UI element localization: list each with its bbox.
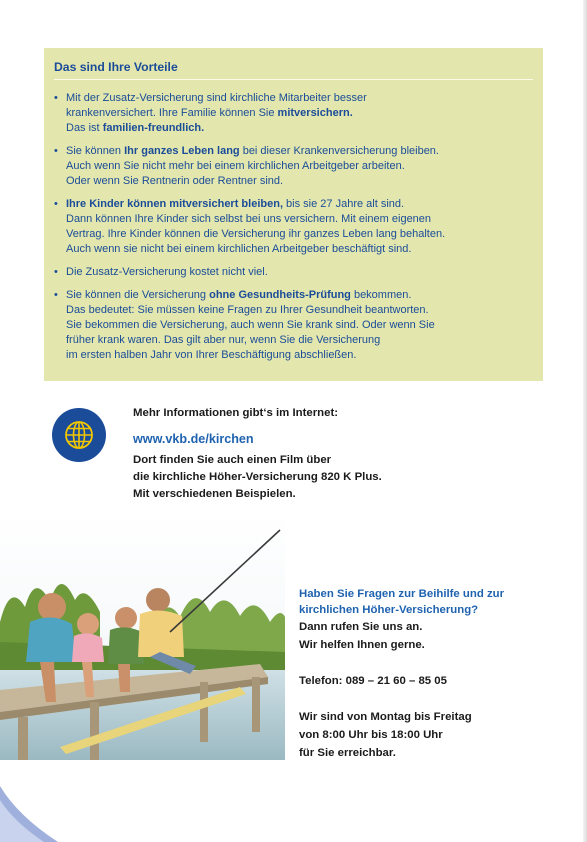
benefit-text: Sie bekommen die Versicherung, auch wenn Sie krank sind. Oder wenn Sie: [66, 319, 435, 331]
benefit-emphasis: familien-freundlich.: [102, 122, 205, 134]
benefit-text: im ersten halben Jahr von Ihrer Beschäftigung abschließen.: [66, 349, 357, 361]
page-edge: [583, 0, 587, 842]
contact-hours: Wir sind von Montag bis Freitag von 8:00 Uhr bis 18:00 Uhr für Sie erreichbar.: [299, 711, 472, 759]
benefit-emphasis: Ihre Kinder können mitversichert bleiben,: [66, 198, 283, 210]
globe-icon: [64, 420, 94, 450]
benefit-emphasis: ohne Gesundheits-Prüfung: [209, 289, 351, 301]
benefit-item: [54, 197, 533, 257]
benefit-item: [54, 265, 533, 280]
internet-description: Dort finden Sie auch einen Film über die kirchliche Höher-Versicherung 820 K Plus. Mit verschiedenen Beispielen.: [133, 454, 382, 500]
benefit-text: Sie können: [66, 145, 125, 157]
benefit-text: bis sie 27 Jahre alt sind.: [283, 198, 405, 210]
contact-question: Haben Sie Fragen zur Beihilfe und zur kirchlichen Höher-Versicherung?: [299, 588, 505, 616]
benefit-text: bei dieser Krankenversicherung bleiben.: [239, 145, 439, 157]
benefits-box: [44, 48, 543, 381]
contact-info: [299, 586, 564, 762]
benefit-text: Mit der Zusatz-Versicherung sind kirchliche Mitarbeiter besser: [66, 92, 367, 104]
benefit-item: [54, 144, 533, 189]
benefit-text: Sie können die Versicherung: [66, 289, 210, 301]
benefit-text: Das ist: [66, 122, 103, 134]
benefit-item: [54, 288, 533, 363]
benefit-text: krankenversichert. Ihre Familie können Sie: [66, 107, 278, 119]
benefit-item: [54, 91, 533, 136]
family-fishing-photo: [0, 512, 285, 760]
benefit-text: Dann können Ihre Kinder sich selbst bei uns versichern. Mit einem eigenen: [66, 213, 432, 225]
benefit-text: Die Zusatz-Versicherung kostet nicht viel.: [66, 266, 268, 278]
benefit-text: Auch wenn Sie nicht mehr bei einem kirchlichen Arbeitgeber arbeiten.: [66, 160, 405, 172]
benefit-text: früher krank waren. Das gilt aber nur, wenn Sie die Versicherung: [66, 334, 381, 346]
benefit-text: Vertrag. Ihre Kinder können die Versicherung ihr ganzes Leben lang behalten.: [66, 228, 446, 240]
benefit-emphasis: Ihr ganzes Leben lang: [124, 145, 240, 157]
benefit-text: Oder wenn Sie Rentnerin oder Rentner sind.: [66, 175, 284, 187]
benefits-list: [54, 91, 533, 363]
globe-badge: [52, 408, 106, 462]
page-corner-decoration: [0, 786, 60, 842]
internet-heading: Mehr Informationen gibt‘s im Internet:: [133, 407, 339, 419]
benefit-emphasis: mitversichern.: [277, 107, 353, 119]
contact-call: Dann rufen Sie uns an. Wir helfen Ihnen gerne.: [299, 621, 425, 651]
benefit-text: bekommen.: [350, 289, 412, 301]
benefit-text: Auch wenn sie nicht bei einem kirchlichen Arbeitgeber beschäftigt sind.: [66, 243, 412, 255]
benefits-title: Das sind Ihre Vorteile: [54, 60, 533, 80]
contact-phone[interactable]: Telefon: 089 – 21 60 – 85 05: [299, 675, 447, 687]
internet-info: [133, 406, 463, 503]
benefit-text: Das bedeutet: Sie müssen keine Fragen zu Ihrer Gesundheit beantworten.: [66, 304, 429, 316]
website-link[interactable]: www.vkb.de/kirchen: [133, 432, 254, 446]
